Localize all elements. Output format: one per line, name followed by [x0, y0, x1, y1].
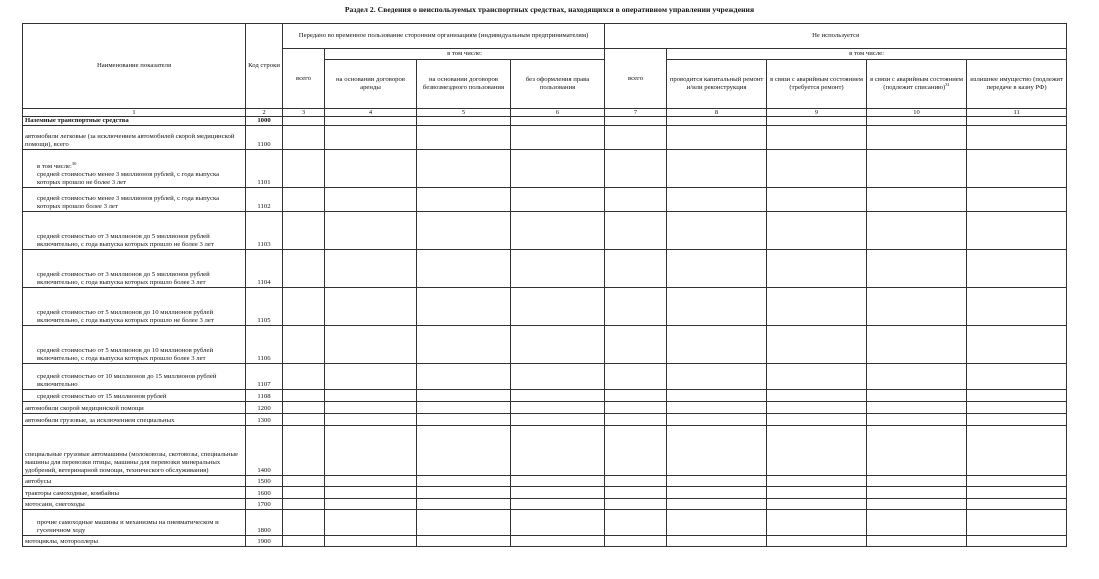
row-code: 1103 — [246, 212, 283, 250]
value-cell-col-11[interactable] — [967, 117, 1067, 126]
row-name-text: мотоциклы, мотороллеры — [25, 538, 98, 545]
value-cell-col-5[interactable] — [417, 117, 511, 126]
value-cell-col-3[interactable] — [283, 326, 325, 364]
row-name — [23, 487, 246, 499]
value-cell-col-6[interactable] — [511, 326, 605, 364]
row-name-text: средней стоимостью от 3 миллионов до 5 миллионов рублей включительно, с года выпуска которых прошло не более 3 лет — [37, 233, 214, 248]
row-name — [23, 212, 246, 250]
value-cell-col-9[interactable] — [767, 117, 867, 126]
column-number: 4 — [325, 109, 417, 117]
row-name-text: автомобили грузовые, за исключением специальных — [25, 417, 175, 424]
value-cell-col-6[interactable] — [511, 487, 605, 499]
value-cell-col-4[interactable] — [325, 188, 417, 212]
value-cell-col-9[interactable] — [767, 188, 867, 212]
row-code: 1400 — [246, 426, 283, 476]
column-number: 7 — [605, 109, 667, 117]
value-cell-col-4[interactable] — [325, 150, 417, 188]
value-cell-col-10[interactable] — [867, 288, 967, 326]
header-indicator-name: Наименование показателя — [23, 24, 246, 109]
value-cell-col-8[interactable] — [667, 117, 767, 126]
value-cell-col-7[interactable] — [605, 536, 667, 547]
value-cell-col-7[interactable] — [605, 250, 667, 288]
value-cell-col-3[interactable] — [283, 364, 325, 390]
table-row — [23, 402, 1067, 414]
value-cell-col-4[interactable] — [325, 499, 417, 510]
row-name-text: автомобили легковые (за исключением автомобилей скорой медицинской помощи), всего — [25, 133, 235, 148]
value-cell-col-11[interactable] — [967, 499, 1067, 510]
value-cell-col-3[interactable] — [283, 499, 325, 510]
row-code: 1300 — [246, 414, 283, 426]
value-cell-col-4[interactable] — [325, 390, 417, 402]
row-code: 1200 — [246, 402, 283, 414]
row-name — [23, 250, 246, 288]
column-number: 8 — [667, 109, 767, 117]
value-cell-col-9[interactable] — [767, 288, 867, 326]
table-row — [23, 510, 1067, 536]
value-cell-col-8[interactable] — [667, 476, 767, 487]
row-code: 1100 — [246, 126, 283, 150]
value-cell-col-5[interactable] — [417, 487, 511, 499]
header-repair: проводится капитальный ремонт и/или реконструкция — [667, 60, 767, 109]
row-code: 1000 — [246, 117, 283, 126]
value-cell-col-4[interactable] — [325, 364, 417, 390]
table-row — [23, 414, 1067, 426]
value-cell-col-3[interactable] — [283, 487, 325, 499]
value-cell-col-3[interactable] — [283, 188, 325, 212]
row-code: 1600 — [246, 487, 283, 499]
header-accident-writeoff-text: в связи с аварийным состоянием (подлежит списанию) — [870, 76, 963, 91]
value-cell-col-8[interactable] — [667, 510, 767, 536]
value-cell-col-4[interactable] — [325, 250, 417, 288]
row-name-text: средней стоимостью от 15 миллионов рублей — [37, 393, 167, 400]
value-cell-col-7[interactable] — [605, 487, 667, 499]
section-title: Раздел 2. Сведения о неиспользуемых транспортных средствах, находящихся в оперативном управлении учреждения — [344, 5, 755, 14]
value-cell-col-10[interactable] — [867, 499, 967, 510]
value-cell-col-3[interactable] — [283, 250, 325, 288]
row-name — [23, 188, 246, 212]
value-cell-col-11[interactable] — [967, 390, 1067, 402]
value-cell-col-7[interactable] — [605, 188, 667, 212]
value-cell-col-3[interactable] — [283, 476, 325, 487]
value-cell-col-9[interactable] — [767, 414, 867, 426]
column-number: 10 — [867, 109, 967, 117]
table-row — [23, 536, 1067, 547]
value-cell-col-4[interactable] — [325, 126, 417, 150]
row-name-text: автомобили скорой медицинской помощи — [25, 405, 144, 412]
value-cell-col-6[interactable] — [511, 510, 605, 536]
header-free-use: на основании договоров безвозмездного пользования — [417, 60, 511, 109]
value-cell-col-10[interactable] — [867, 510, 967, 536]
value-cell-col-10[interactable] — [867, 390, 967, 402]
value-cell-col-11[interactable] — [967, 126, 1067, 150]
table-row — [23, 212, 1067, 250]
value-cell-col-10[interactable] — [867, 150, 967, 188]
table-row — [23, 476, 1067, 487]
value-cell-col-10[interactable] — [867, 126, 967, 150]
value-cell-col-10[interactable] — [867, 188, 967, 212]
table-row — [23, 126, 1067, 150]
value-cell-col-5[interactable] — [417, 212, 511, 250]
value-cell-col-6[interactable] — [511, 288, 605, 326]
row-prefix-text: в том числе: — [37, 163, 72, 170]
row-name-text: специальные грузовые автомашины (молоковозы, скотовозы, специальные машины для перевозки птицы, машины для перевозки минеральных удобрений, ветеринарной помощи, технического обслуживания) — [25, 451, 238, 474]
row-name-text: средней стоимостью от 5 миллионов до 10 миллионов рублей включительно, с года выпуска которых прошло не более 3 лет — [37, 309, 214, 324]
row-name-text: средней стоимостью от 3 миллионов до 5 миллионов рублей включительно, с года выпуска которых прошло более 3 лет — [37, 271, 210, 286]
value-cell-col-11[interactable] — [967, 426, 1067, 476]
row-name-text: мотосани, снегоходы — [25, 501, 85, 508]
value-cell-col-9[interactable] — [767, 476, 867, 487]
row-code: 1108 — [246, 390, 283, 402]
value-cell-col-10[interactable] — [867, 487, 967, 499]
value-cell-col-6[interactable] — [511, 476, 605, 487]
row-name-text: средней стоимостью от 10 миллионов до 15 миллионов рублей включительно — [37, 373, 217, 388]
value-cell-col-4[interactable] — [325, 414, 417, 426]
value-cell-col-11[interactable] — [967, 212, 1067, 250]
value-cell-col-4[interactable] — [325, 476, 417, 487]
row-code: 1104 — [246, 250, 283, 288]
value-cell-col-5[interactable] — [417, 126, 511, 150]
value-cell-col-6[interactable] — [511, 364, 605, 390]
table-row — [23, 288, 1067, 326]
value-cell-col-5[interactable] — [417, 426, 511, 476]
value-cell-col-6[interactable] — [511, 126, 605, 150]
value-cell-col-3[interactable] — [283, 288, 325, 326]
value-cell-col-10[interactable] — [867, 426, 967, 476]
value-cell-col-10[interactable] — [867, 536, 967, 547]
header-lease: на основании договоров аренды — [325, 60, 417, 109]
value-cell-col-9[interactable] — [767, 150, 867, 188]
value-cell-col-4[interactable] — [325, 117, 417, 126]
value-cell-col-3[interactable] — [283, 150, 325, 188]
value-cell-col-10[interactable] — [867, 364, 967, 390]
value-cell-col-8[interactable] — [667, 390, 767, 402]
row-name — [23, 476, 246, 487]
value-cell-col-4[interactable] — [325, 402, 417, 414]
value-cell-col-9[interactable] — [767, 487, 867, 499]
row-code: 1105 — [246, 288, 283, 326]
value-cell-col-7[interactable] — [605, 390, 667, 402]
value-cell-col-5[interactable] — [417, 536, 511, 547]
value-cell-col-5[interactable] — [417, 414, 511, 426]
header-no-rights: без оформления права пользования — [511, 60, 605, 109]
value-cell-col-11[interactable] — [967, 250, 1067, 288]
value-cell-col-5[interactable] — [417, 499, 511, 510]
value-cell-col-9[interactable] — [767, 390, 867, 402]
value-cell-col-3[interactable] — [283, 117, 325, 126]
value-cell-col-8[interactable] — [667, 288, 767, 326]
value-cell-col-7[interactable] — [605, 117, 667, 126]
row-name — [23, 402, 246, 414]
value-cell-col-7[interactable] — [605, 414, 667, 426]
row-name — [23, 326, 246, 364]
row-name-text: Наземные транспортные средства — [25, 117, 129, 124]
value-cell-col-11[interactable] — [967, 476, 1067, 487]
value-cell-col-11[interactable] — [967, 288, 1067, 326]
value-cell-col-6[interactable] — [511, 414, 605, 426]
column-number: 5 — [417, 109, 511, 117]
table-row — [23, 188, 1067, 212]
header-surplus: излишнее имущество (подлежит передаче в казну РФ) — [967, 60, 1067, 109]
value-cell-col-7[interactable] — [605, 150, 667, 188]
value-cell-col-6[interactable] — [511, 117, 605, 126]
value-cell-col-3[interactable] — [283, 402, 325, 414]
value-cell-col-6[interactable] — [511, 250, 605, 288]
table-row — [23, 150, 1067, 188]
value-cell-col-10[interactable] — [867, 212, 967, 250]
value-cell-col-6[interactable] — [511, 150, 605, 188]
column-number: 2 — [246, 109, 283, 117]
row-code: 1700 — [246, 499, 283, 510]
value-cell-col-5[interactable] — [417, 476, 511, 487]
value-cell-col-9[interactable] — [767, 212, 867, 250]
row-name — [23, 364, 246, 390]
value-cell-col-3[interactable] — [283, 536, 325, 547]
value-cell-col-9[interactable] — [767, 536, 867, 547]
table-body — [23, 117, 1067, 547]
row-name — [23, 288, 246, 326]
row-code: 1900 — [246, 536, 283, 547]
value-cell-col-7[interactable] — [605, 499, 667, 510]
value-cell-col-7[interactable] — [605, 510, 667, 536]
row-prefix — [37, 160, 243, 171]
value-cell-col-8[interactable] — [667, 499, 767, 510]
column-numbers-row — [23, 109, 1067, 117]
table-row — [23, 426, 1067, 476]
value-cell-col-11[interactable] — [967, 150, 1067, 188]
value-cell-col-11[interactable] — [967, 364, 1067, 390]
vehicles-table — [22, 23, 1067, 547]
row-name-text: средней стоимостью от 5 миллионов до 10 миллионов рублей включительно, с года выпуска которых прошло более 3 лет — [37, 347, 214, 362]
value-cell-col-3[interactable] — [283, 126, 325, 150]
value-cell-col-6[interactable] — [511, 536, 605, 547]
value-cell-col-7[interactable] — [605, 402, 667, 414]
value-cell-col-6[interactable] — [511, 188, 605, 212]
value-cell-col-5[interactable] — [417, 402, 511, 414]
table-row — [23, 487, 1067, 499]
column-number: 6 — [511, 109, 605, 117]
table-row — [23, 326, 1067, 364]
value-cell-col-11[interactable] — [967, 326, 1067, 364]
row-name-text: тракторы самоходные, комбайны — [25, 490, 119, 497]
value-cell-col-11[interactable] — [967, 402, 1067, 414]
value-cell-col-4[interactable] — [325, 212, 417, 250]
value-cell-col-4[interactable] — [325, 487, 417, 499]
value-cell-col-5[interactable] — [417, 250, 511, 288]
value-cell-col-11[interactable] — [967, 536, 1067, 547]
value-cell-col-11[interactable] — [967, 487, 1067, 499]
value-cell-col-3[interactable] — [283, 414, 325, 426]
value-cell-col-8[interactable] — [667, 126, 767, 150]
value-cell-col-8[interactable] — [667, 150, 767, 188]
value-cell-col-8[interactable] — [667, 364, 767, 390]
value-cell-col-8[interactable] — [667, 250, 767, 288]
header-accident-writeoff — [867, 60, 967, 109]
value-cell-col-5[interactable] — [417, 390, 511, 402]
value-cell-col-6[interactable] — [511, 426, 605, 476]
value-cell-col-4[interactable] — [325, 536, 417, 547]
table-row — [23, 390, 1067, 402]
header-not-used-group: Не используется — [605, 24, 1067, 49]
row-name-text: средней стоимостью менее 3 миллионов рублей, с года выпуска которых прошло более 3 лет — [37, 195, 220, 210]
header-accident-repair: в связи с аварийным состоянием (требуется ремонт) — [767, 60, 867, 109]
value-cell-col-9[interactable] — [767, 250, 867, 288]
value-cell-col-7[interactable] — [605, 326, 667, 364]
table-row — [23, 250, 1067, 288]
value-cell-col-3[interactable] — [283, 390, 325, 402]
row-name — [23, 150, 246, 188]
value-cell-col-10[interactable] — [867, 402, 967, 414]
value-cell-col-7[interactable] — [605, 476, 667, 487]
value-cell-col-5[interactable] — [417, 150, 511, 188]
value-cell-col-7[interactable] — [605, 212, 667, 250]
value-cell-col-9[interactable] — [767, 126, 867, 150]
row-name — [23, 414, 246, 426]
row-name — [23, 126, 246, 150]
value-cell-col-4[interactable] — [325, 510, 417, 536]
value-cell-col-4[interactable] — [325, 288, 417, 326]
row-name-text: автобусы — [25, 478, 52, 485]
value-cell-col-5[interactable] — [417, 188, 511, 212]
value-cell-col-7[interactable] — [605, 288, 667, 326]
value-cell-col-9[interactable] — [767, 426, 867, 476]
value-cell-col-9[interactable] — [767, 326, 867, 364]
footnote-mark: 30 — [71, 160, 77, 166]
value-cell-col-6[interactable] — [511, 499, 605, 510]
value-cell-col-11[interactable] — [967, 414, 1067, 426]
value-cell-col-9[interactable] — [767, 402, 867, 414]
row-code: 1102 — [246, 188, 283, 212]
table-row — [23, 117, 1067, 126]
value-cell-col-6[interactable] — [511, 212, 605, 250]
value-cell-col-3[interactable] — [283, 212, 325, 250]
row-name-text: средней стоимостью менее 3 миллионов рублей, с года выпуска которых прошло не более 3 лет — [37, 171, 220, 186]
header-not-used-total: всего — [605, 49, 667, 109]
row-name — [23, 536, 246, 547]
value-cell-col-8[interactable] — [667, 402, 767, 414]
header-transferred-group: Передано во временное пользование сторонним организациям (индивидуальным предпринимателям) — [283, 24, 605, 49]
value-cell-col-8[interactable] — [667, 426, 767, 476]
row-code: 1500 — [246, 476, 283, 487]
row-code: 1800 — [246, 510, 283, 536]
value-cell-col-11[interactable] — [967, 188, 1067, 212]
value-cell-col-7[interactable] — [605, 364, 667, 390]
header-not-used-including: в том числе: — [667, 49, 1067, 60]
column-number: 11 — [967, 109, 1067, 117]
row-name — [23, 426, 246, 476]
row-name — [23, 117, 246, 126]
header-transferred-including: в том числе: — [325, 49, 605, 60]
value-cell-col-6[interactable] — [511, 390, 605, 402]
row-name-text: прочие самоходные машины и механизмы на пневматическом и гусеничном ходу — [37, 519, 219, 534]
table-row — [23, 499, 1067, 510]
value-cell-col-10[interactable] — [867, 414, 967, 426]
value-cell-col-3[interactable] — [283, 510, 325, 536]
row-code: 1106 — [246, 326, 283, 364]
value-cell-col-10[interactable] — [867, 326, 967, 364]
value-cell-col-4[interactable] — [325, 426, 417, 476]
value-cell-col-10[interactable] — [867, 476, 967, 487]
value-cell-col-8[interactable] — [667, 414, 767, 426]
column-number: 1 — [23, 109, 246, 117]
value-cell-col-8[interactable] — [667, 212, 767, 250]
table-row — [23, 364, 1067, 390]
value-cell-col-5[interactable] — [417, 326, 511, 364]
row-name — [23, 510, 246, 536]
value-cell-col-6[interactable] — [511, 402, 605, 414]
value-cell-col-9[interactable] — [767, 364, 867, 390]
value-cell-col-10[interactable] — [867, 250, 967, 288]
value-cell-col-8[interactable] — [667, 326, 767, 364]
value-cell-col-5[interactable] — [417, 288, 511, 326]
row-code: 1107 — [246, 364, 283, 390]
value-cell-col-7[interactable] — [605, 426, 667, 476]
row-name — [23, 499, 246, 510]
row-code: 1101 — [246, 150, 283, 188]
value-cell-col-8[interactable] — [667, 487, 767, 499]
value-cell-col-11[interactable] — [967, 510, 1067, 536]
header-transferred-total: всего — [283, 49, 325, 109]
value-cell-col-5[interactable] — [417, 364, 511, 390]
column-number: 9 — [767, 109, 867, 117]
column-number: 3 — [283, 109, 325, 117]
value-cell-col-9[interactable] — [767, 510, 867, 536]
value-cell-col-7[interactable] — [605, 126, 667, 150]
value-cell-col-3[interactable] — [283, 426, 325, 476]
value-cell-col-9[interactable] — [767, 499, 867, 510]
footnote-mark: 31 — [945, 81, 950, 87]
value-cell-col-8[interactable] — [667, 536, 767, 547]
value-cell-col-8[interactable] — [667, 188, 767, 212]
value-cell-col-10[interactable] — [867, 117, 967, 126]
value-cell-col-4[interactable] — [325, 326, 417, 364]
header-row-code: Код строки — [246, 24, 283, 109]
row-name — [23, 390, 246, 402]
value-cell-col-5[interactable] — [417, 510, 511, 536]
